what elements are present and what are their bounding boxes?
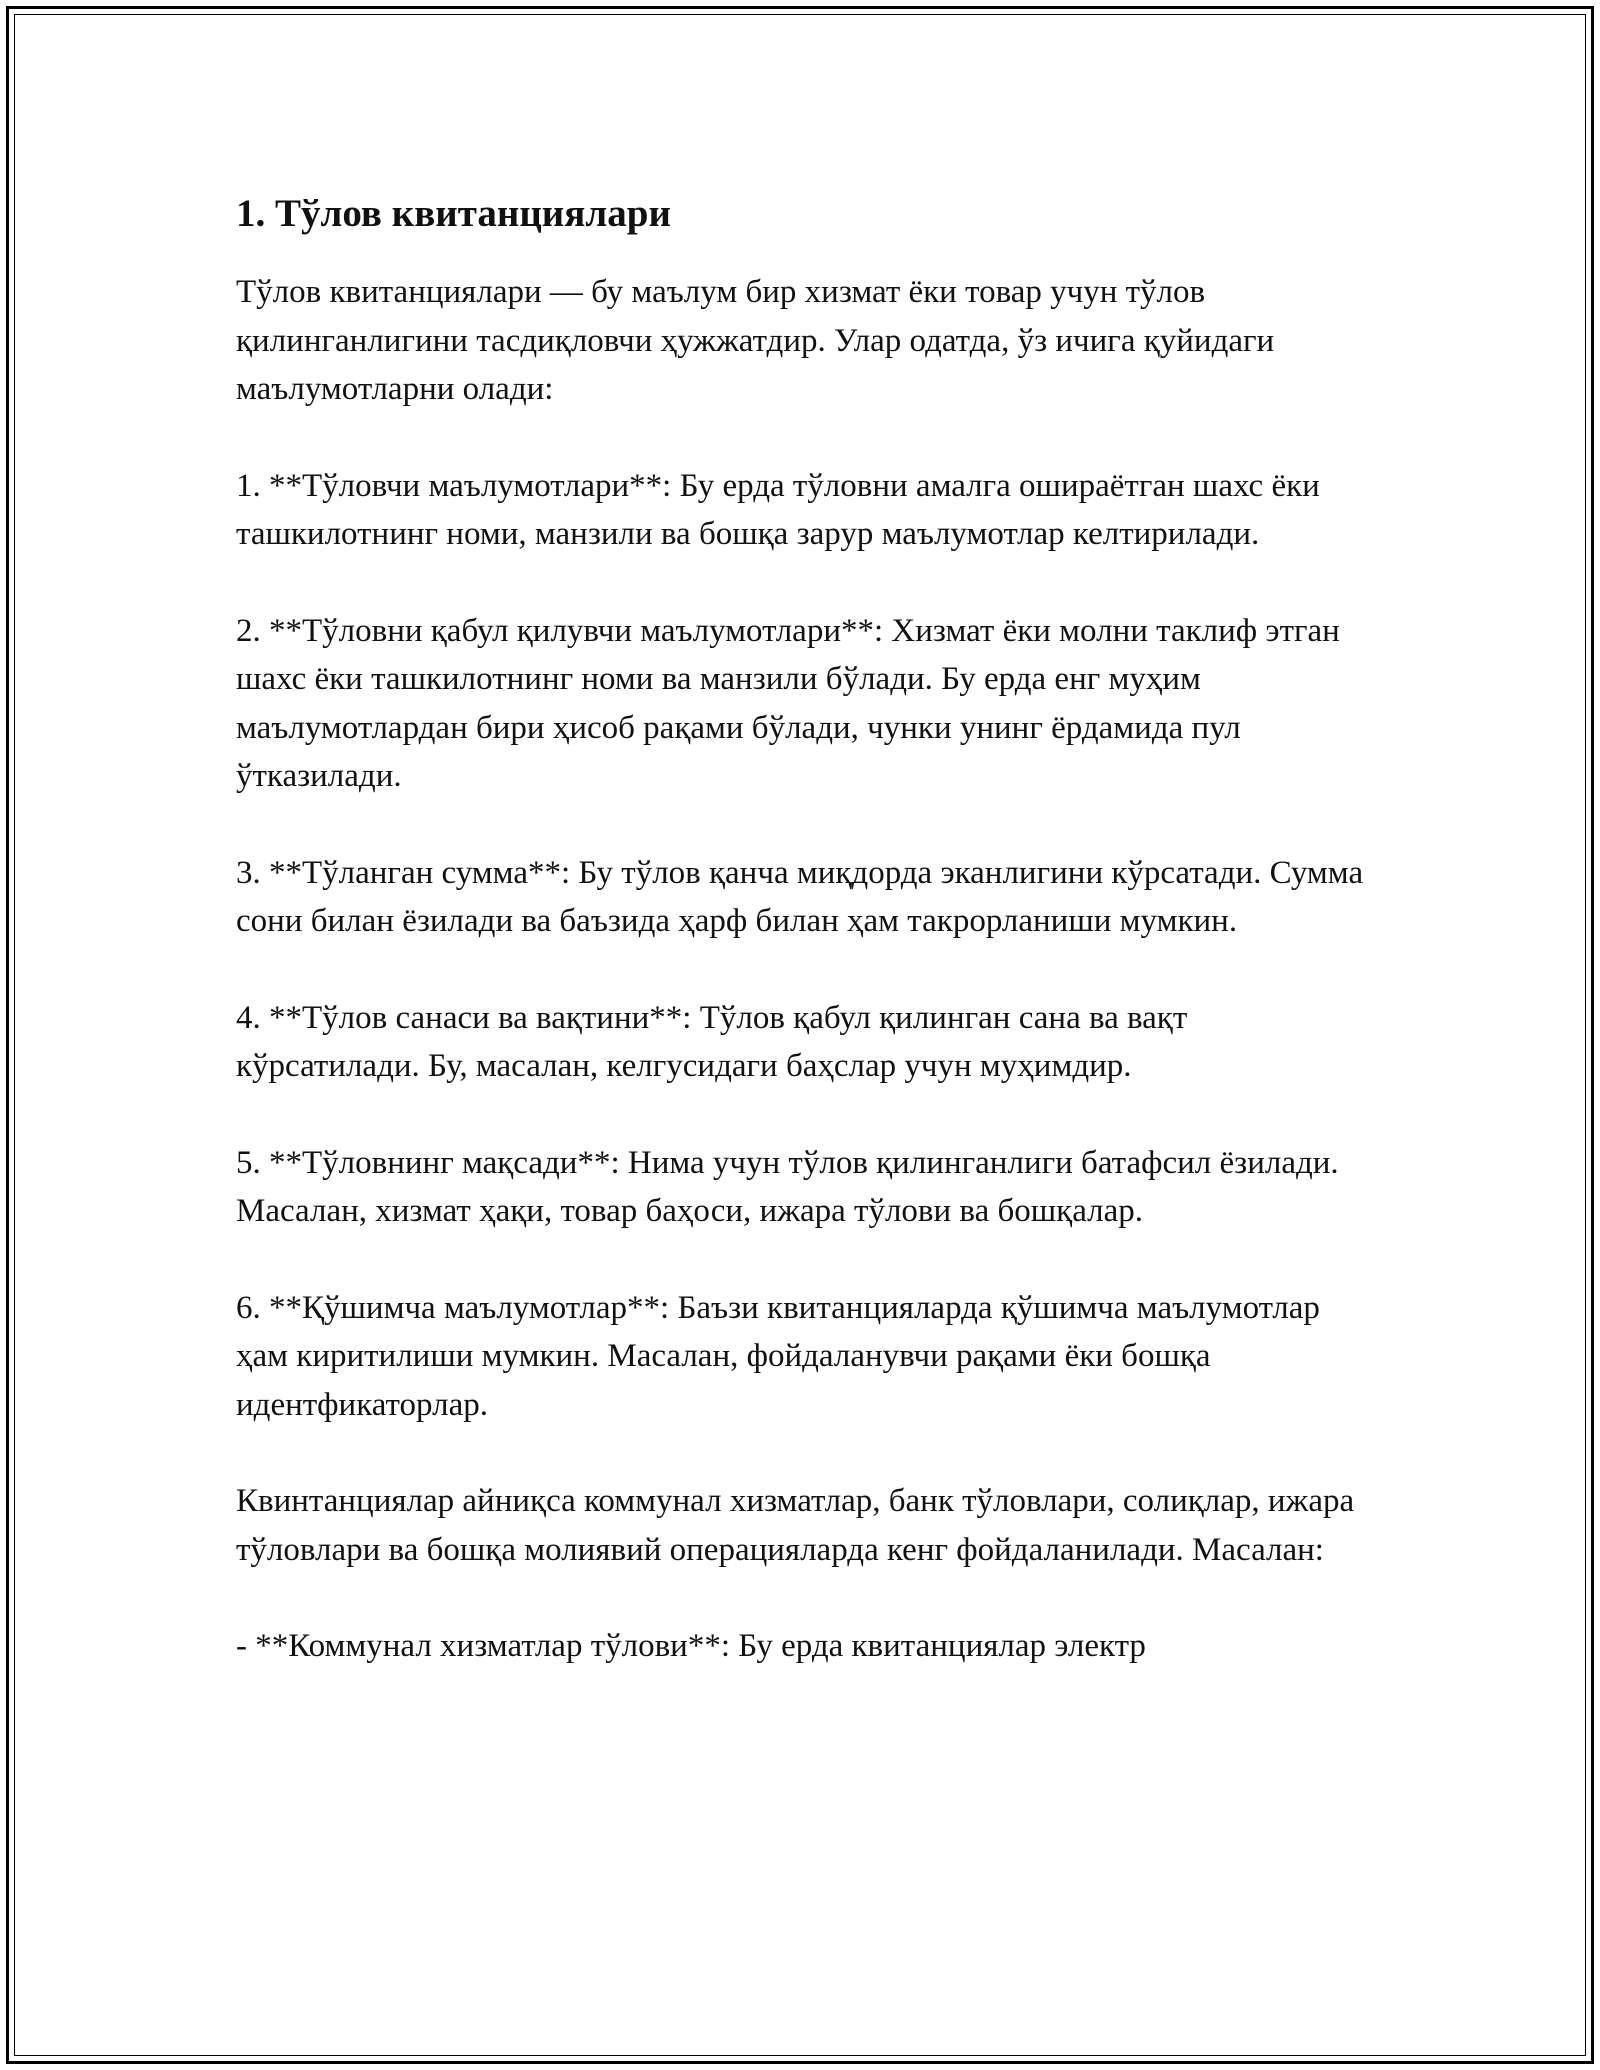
list-item-paid-amount: 3. **Тўланган сумма**: Бу тўлов қанча миқдорда эканлигини кўрсатади. Сумма сони билан ёзилади ва баъзида ҳарф билан ҳам такрорланиши мумкин. [236,854,1364,939]
list-item-recipient-info: 2. **Тўловни қабул қилувчи маълумотлари**: Хизмат ёки молни таклиф этган шахс ёки ташкилотнинг номи ва манзили бўлади. Бу ерда енг муҳим маълумотлардан бири ҳисоб рақами бўлади, чунки унинг ёрдамида пул ўтказилади. [236,612,1340,794]
list-item-payer-info: 1. **Тўловчи маълумотлари**: Бу ерда тўловни амалга ошираётган шахс ёки ташкилотнинг номи, манзили ва бошқа зарур маълумотлар келтирилади. [236,467,1320,552]
document-body [236,186,1376,1719]
list-item-additional-info: 6. **Қўшимча маълумотлар**: Баъзи квитанцияларда қўшимча маълумотлар ҳам киритилиши мумкин. Масалан, фойдаланувчи рақами ёки бошқа идентфикаторлар. [236,1289,1320,1423]
bullet-item-utilities: - **Коммунал хизматлар тўлови**: Бу ерда квитанциялар электр [236,1628,1146,1664]
document-heading: 1. Тўлов квитанциялари [236,192,671,235]
intro-paragraph: Тўлов квитанциялари — бу маълум бир хизмат ёки товар учун тўлов қилинганлигини тасдиқловчи ҳужжатдир. Улар одатда, ўз ичига қуйидаги маълумотларни олади: [236,274,1275,407]
list-item-payment-date: 4. **Тўлов санаси ва вақтини**: Тўлов қабул қилинган сана ва вақт кўрсатилади. Бу, масалан, келгусидаги баҳслар учун муҳимдир. [236,999,1188,1084]
usage-paragraph: Квинтанциялар айниқса коммунал хизматлар, банк тўловлари, солиқлар, ижара тўловлари ва бошқа молиявий операцияларда кенг фойдаланилади. Масалан: [236,1483,1355,1568]
list-item-payment-purpose: 5. **Тўловнинг мақсади**: Нима учун тўлов қилинганлиги батафсил ёзилади. Масалан, хизмат ҳақи, товар баҳоси, ижара тўлови ва бошқалар. [236,1144,1339,1229]
